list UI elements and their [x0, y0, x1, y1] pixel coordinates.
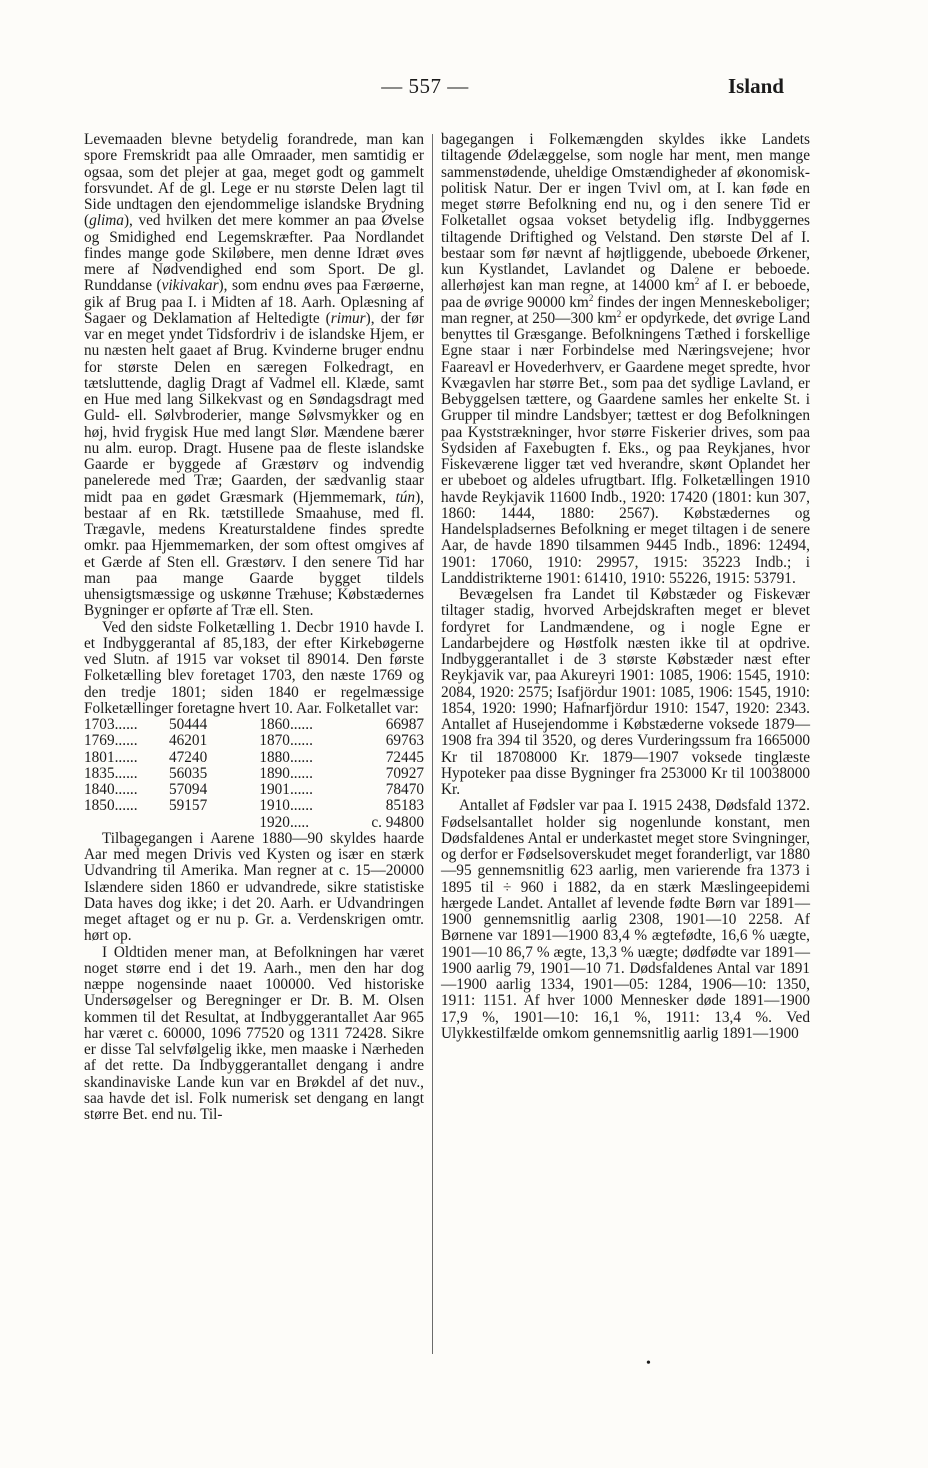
gap-cell [229, 717, 259, 733]
value-cell: 78470 [385, 781, 424, 798]
year-cell: 1870...... [259, 732, 313, 750]
value-cell: 85183 [385, 797, 424, 815]
gap-cell [229, 750, 259, 766]
year-cell: 1880...... [259, 748, 313, 766]
italic-term: glima [89, 212, 124, 230]
table-row [84, 815, 424, 831]
text-run: ), som endnu øves paa Færøerne, gik af Brug paa I. i Midten af 18. Aarh. Oplæsning af Sagaer og Deklamation af Heltedigte ( [84, 277, 424, 327]
year-cell: 1703...... [84, 716, 138, 733]
value-cell: 57094 [168, 781, 208, 798]
left-column [84, 132, 424, 1123]
value-cell [167, 815, 229, 831]
column-divider [432, 134, 433, 1354]
paragraph-settlement [441, 132, 810, 587]
table-row [84, 782, 424, 798]
year-cell: 1850...... [84, 797, 138, 815]
paragraph-antiquity: I Oldtiden mener man, at Befolkningen har været noget større end i det 19. Aarh., men den har dog næppe nogensinde naaet 100000. Ved historiske Undersøgelser og Beregninger er Dr. B. M. Olsen kommen til det Resultat, at Indbyggerantallet Aar 965 har været c. 60000, 1096 77520 og 1311 72428. Sikre er disse Tal selvfølgelig ikke, men maaske i Nærheden af det rette. Da Indbyggerantallet dengang i andre skandinaviske Lande kun var en Brøkdel af det nuv., saa havde det isl. Folk numerisk set dengang en langt større Bet. end nu. Til- [84, 943, 424, 1123]
year-cell: 1901...... [259, 781, 313, 798]
paragraph-births-deaths: Antallet af Fødsler var paa I. 1915 2438, Dødsfald 1372. Fødselsantallet holder sig nogenlunde konstant, men Dødsfaldenes Antal er underkastet meget store Svingninger, og derfor er Fødselsoverskudet meget foranderligt, var 1880—95 gennemsnitlig 623 aarlig, men varierende fra 1373 i 1895 til ÷ 960 i 1882, da en stærk Mæslingeepidemi hærgede Landet. Antallet af levende fødte Børn var 1891—1900 gennemsnitlig aarlig 2308, 1901—10 2258. Af Børnene var 1891—1900 83,4 % ægtefødte, 16,6 % uægte, 1901—10 86,7 % ægte, 13,3 % uægte; dødfødte var 1891—1900 aarlig 79, 1901—10 71. Dødsfaldenes Antal var 1891—1900 aarlig 1334, 1901—05: 1284, 1906—10: 1350, 1911: 1151. Af hver 1000 Mennesker døde 1891—1900 17,9 %, 1901—10: 16,1 %, 1911: 13,4 %. Ved Ulykkestilfælde omkom gennemsnitlig aarlig 1891—1900 [441, 797, 810, 1042]
right-column [441, 132, 810, 1042]
text-run: er opdyrkede, det øvrige Land benyttes til Græsgange. Befolkningens Tæthed i forskellige Egne staar i nær Forbindelse med Næringsvejene; hvor Faareavl er Hovederhverv, er Gaardene meget spredte, hvor Kvægavlen har større Bet., som paa det sydlige Lavland, er Bebyggelsen tættere, og Gaardene samles her enkelte St. i Grupper til mindre Landsbyer; tættest er dog Befolkningen paa Kyststrækninger, hvor større Fiskerier drives, som paa Sydsiden af Faxebugten f. Eks., og paa Reykjanes, hvor Fiskeværene ligger tæt ved hverandre, skønt Oplandet her er ubeboet og aldeles ufrugtbart. Iflg. Folketællingen 1910 havde Reykjavik 11600 Indb., 1920: 17420 (1801: kun 307, 1860: 1444, 1880: 2567). Købstædernes og Handelspladsernes Befolkning er meget tiltagen i de senere Aar, de havde 1890 tilsammen 9445 Indb., 1896: 12494, 1901: 17060, 1910: 29957, 1915: 35223 Indb.; i Landdistrikterne 1901: 61410, 1910: 55226, 1915: 53791. [441, 309, 810, 587]
table-row [84, 733, 424, 749]
paragraph-census: Ved den sidste Folketælling 1. Decbr 1910 havde I. et Indbyggerantal af 85,183, der efter Kirkebøgerne ved Slutn. af 1915 var vokset til 89014. Den første Folketælling blev foretaget 1703, den næste 1769 og den tredje 1801; siden 1840 er regelmæssige Folketællinger foretagne hvert 10. Aar. Folketallet var: [84, 618, 424, 717]
superscript: 2 [588, 292, 594, 303]
text-run: Levemaaden blevne betydelig forandrede, man kan spore Fremskridt paa alle Omraader, men samtidig er ogsaa, som det plejer at gaa, meget godt og gammelt forsvundet. Af de gl. Lege er nu største Delen lagt til Side undtagen den ejendommelige islandske Brydning ( [84, 131, 424, 230]
year-cell: 1910...... [259, 797, 313, 815]
year-cell: 1840...... [84, 781, 138, 798]
text-run: ), bestaar af en Rk. tætstillede Smaahuse, med fl. Trægavle, medens Kreaturstaldene findes spredte omkr. paa Hjemmemarken, der som oftest omgives af et Gærde af Sten ell. Græstørv. I den senere Tid har man paa mange Gaarde bygget tildels uhensigtsmæssige og uskønne Træhuse; Købstædernes Bygninger er opførte af Træ ell. Sten. [84, 488, 424, 620]
value-cell: 47240 [168, 748, 208, 766]
italic-term: tún [395, 488, 416, 506]
italic-term: rimur [330, 309, 366, 327]
value-cell: 59157 [168, 797, 208, 815]
population-table [84, 717, 424, 831]
value-cell: 69763 [385, 732, 424, 750]
value-cell: 72445 [385, 748, 424, 766]
value-cell: 46201 [168, 732, 208, 750]
page-number: — 557 — [381, 74, 469, 98]
table-row [84, 717, 424, 733]
paragraph-customs [84, 132, 424, 620]
superscript: 2 [616, 308, 622, 319]
text-run: ), ved hvilken det mere kommer an paa Øvelse og Smidighed end Legemskræfter. Paa Nordlandet findes mange gode Skiløbere, men denne Idræt øves mere af Nødvendighed end som Sport. De gl. Runddanse ( [84, 212, 424, 295]
value-cell: 66987 [385, 716, 424, 733]
paragraph-migration: Bevægelsen fra Landet til Købstæder og Fiskevær tiltager stadig, hvorved Arbejdskraften meget er blevet fordyret for Landmændene, og i nogle Egne er Landarbejdere og Høstfolk næsten ikke til at opdrive. Indbyggerantallet i de 3 største Købstæder næst efter Reykjavik var, paa Akureyri 1901: 1085, 1906: 1545, 1910: 2084, 1920: 2575; Isafjördur 1901: 1085, 1906: 1545, 1910: 1854, 1920: 1990; Hafnarfjördur 1910: 1547, 1920: 2343. Antallet af Husejendomme i Købstæderne voksede 1879—1908 fra 394 til 3520, og deres Vurderingssum fra 1665000 Kr til 18708000 Kr. 1879—1907 voksede tinglæste Hypoteker paa disse Bygninger fra 253000 Kr til 10038000 Kr. [441, 586, 810, 798]
value-cell: 70927 [385, 764, 424, 782]
gap-cell [229, 733, 259, 749]
value-cell: 50444 [168, 716, 208, 733]
year-cell: 1890...... [259, 764, 313, 782]
text-run: bagegangen i Folkemængden skyldes ikke Landets tiltagende Ødelæggelse, som nogle har ment, men mange sammenstødende, uheldige Omstændigheder af økonomisk-politisk Natur. Der er ingen Tvivl om, at I. kan føde en meget større Befolkning end nu, og i den senere Tid er Folketallet ogsaa vokset betydelig iflg. Indbyggernes tiltagende Driftighed og Velstand. Den største Del af I. bestaar som før nævnt af højtliggende, ubeboede Ørkener, kun Kystlandet, Lavlandet og Dalene er beboede. allerhøjest kan man regne, at 14000 km [441, 131, 810, 295]
table-row [84, 750, 424, 766]
paragraph-decline: Tilbagegangen i Aarene 1880—90 skyldes haarde Aar med megen Drivis ved Kysten og især en stærk Udvandring til Amerika. Man regner at c. 15—20000 Islændere siden 1860 er udvandrede, sikre statistiske Data haves dog ikke; i det 20. Aarh. er Udvandringen meget aftaget og er nu p. Gr. a. Verdenskrigen omtr. hørt op. [84, 829, 424, 945]
value-cell: c. 94800 [371, 813, 424, 831]
stray-mark: • [646, 1356, 651, 1371]
year-cell: 1920..... [259, 813, 310, 831]
gap-cell [229, 782, 259, 798]
year-cell [84, 815, 167, 831]
gap-cell [229, 798, 259, 814]
text-run: af I. er beboede, paa de øvrige 90000 km [441, 277, 810, 311]
year-cell: 1860...... [259, 716, 313, 733]
gap-cell [229, 815, 259, 831]
table-row [84, 798, 424, 814]
italic-term: vikivakar [161, 277, 219, 295]
year-cell: 1801...... [84, 748, 138, 766]
table-row [84, 766, 424, 782]
value-cell: 56035 [168, 764, 208, 782]
running-title: Island [727, 74, 784, 98]
text-run: findes der ingen Menneskeboliger; man regner, at 250—300 km [441, 293, 810, 327]
superscript: 2 [694, 276, 700, 287]
year-cell: 1769...... [84, 732, 138, 750]
year-cell: 1835...... [84, 764, 138, 782]
gap-cell [229, 766, 259, 782]
text-run: ), der før var en meget yndet Tidsfordriv i de islandske Hjem, er nu næsten helt gaaet af Brug. Kvinderne bruger endnu for største Delen en særegen Folkedragt, en tætsluttende, daglig Dragt af Vadmel ell. Klæde, samt en Hue med lang Silkekvast og en Søndagsdragt med Guld- ell. Sølvbroderier, mange Sølvsmykker og en høj, hvid frygisk Hue med langt Slør. Mændene bærer nu alm. europ. Dragt. Husene paa de fleste islandske Gaarde er byggede af Græstørv og indvendig panelerede med Træ; Gaarden, der sædvanlig staar midt paa en gødet Græsmark (Hjemmemark, [84, 309, 424, 506]
